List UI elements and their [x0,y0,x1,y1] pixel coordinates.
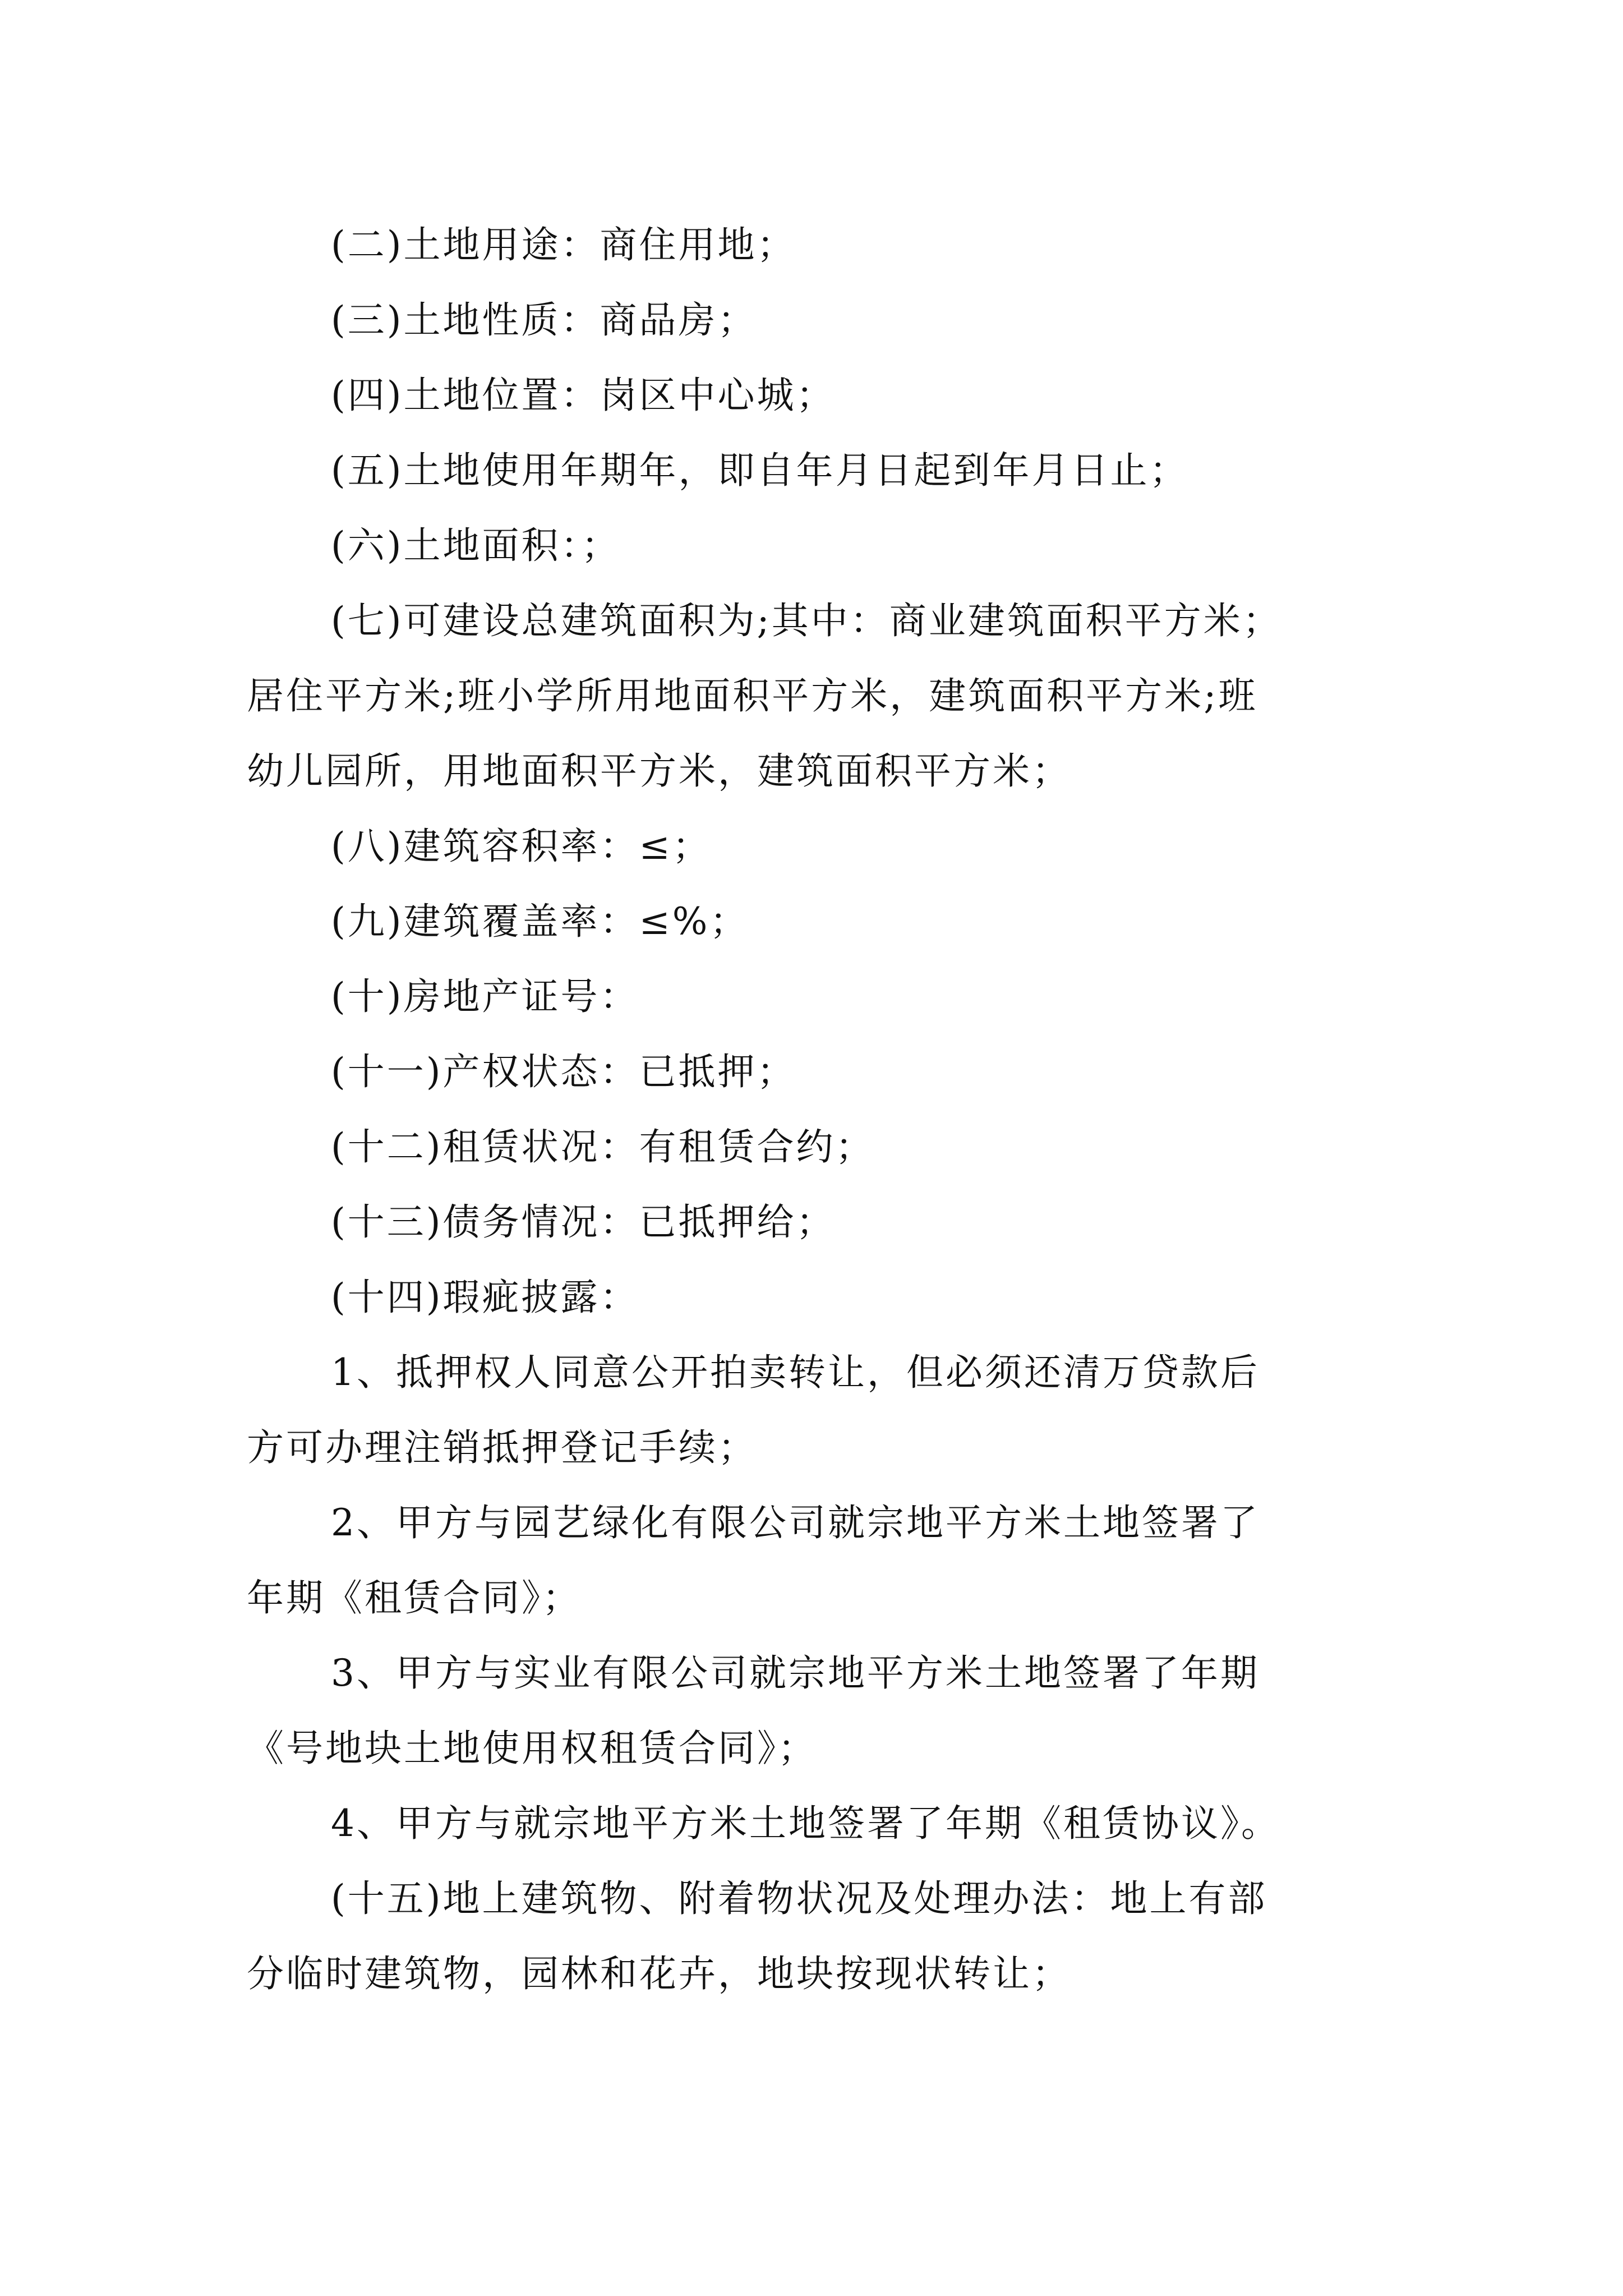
clause-4-land-location: (四)土地位置：岗区中心城； [331,374,836,417]
clause-11-title-status: (十一)产权状态：已抵押； [331,1050,796,1093]
clause-14-defect-disclosure: (十四)瑕疵披露： [331,1276,639,1319]
disclosure-item-2-cont: 年期《租赁合同》； [247,1576,582,1619]
clause-7-building-area-cont-2: 幼儿园所，用地面积平方米，建筑面积平方米； [247,749,1071,793]
clause-7-building-area: (七)可建设总建筑面积为;其中：商业建筑面积平方米； [331,599,1282,642]
clause-7-building-area-cont-1: 居住平方米;班小学所用地面积平方米，建筑面积平方米;班 [247,674,1258,717]
clause-6-land-area: (六)土地面积：； [331,524,621,567]
clause-2-land-use: (二)土地用途：商住用地； [331,223,796,266]
disclosure-item-3-cont: 《号地块土地使用权租赁合同》； [247,1727,817,1770]
clause-12-lease-status: (十二)租赁状况：有租赁合约； [331,1125,875,1168]
clause-8-plot-ratio: (八)建筑容积率：≤； [331,825,712,868]
clause-13-debt-status: (十三)债务情况：已抵押给； [331,1200,836,1244]
disclosure-item-2: 2、甲方与园艺绿化有限公司就宗地平方米土地签署了 [331,1501,1260,1544]
disclosure-item-1-cont: 方可办理注销抵押登记手续； [247,1426,757,1469]
clause-10-certificate-number: (十)房地产证号： [331,975,639,1018]
clause-15-structures: (十五)地上建筑物、附着物状况及处理办法：地上有部 [331,1877,1267,1920]
clause-5-land-term: (五)土地使用年期年，即自年月日起到年月日止； [331,449,1189,492]
clause-3-land-nature: (三)土地性质：商品房； [331,298,757,342]
disclosure-item-4: 4、甲方与就宗地平方米土地签署了年期《租赁协议》。 [331,1802,1280,1845]
disclosure-item-3: 3、甲方与实业有限公司就宗地平方米土地签署了年期 [331,1651,1260,1695]
disclosure-item-1: 1、抵押权人同意公开拍卖转让，但必须还清万贷款后 [331,1351,1260,1394]
document-body [247,208,1391,2012]
clause-9-coverage-ratio: (九)建筑覆盖率：≤%； [331,900,749,943]
clause-15-structures-cont: 分临时建筑物，园林和花卉，地块按现状转让； [247,1952,1071,1995]
